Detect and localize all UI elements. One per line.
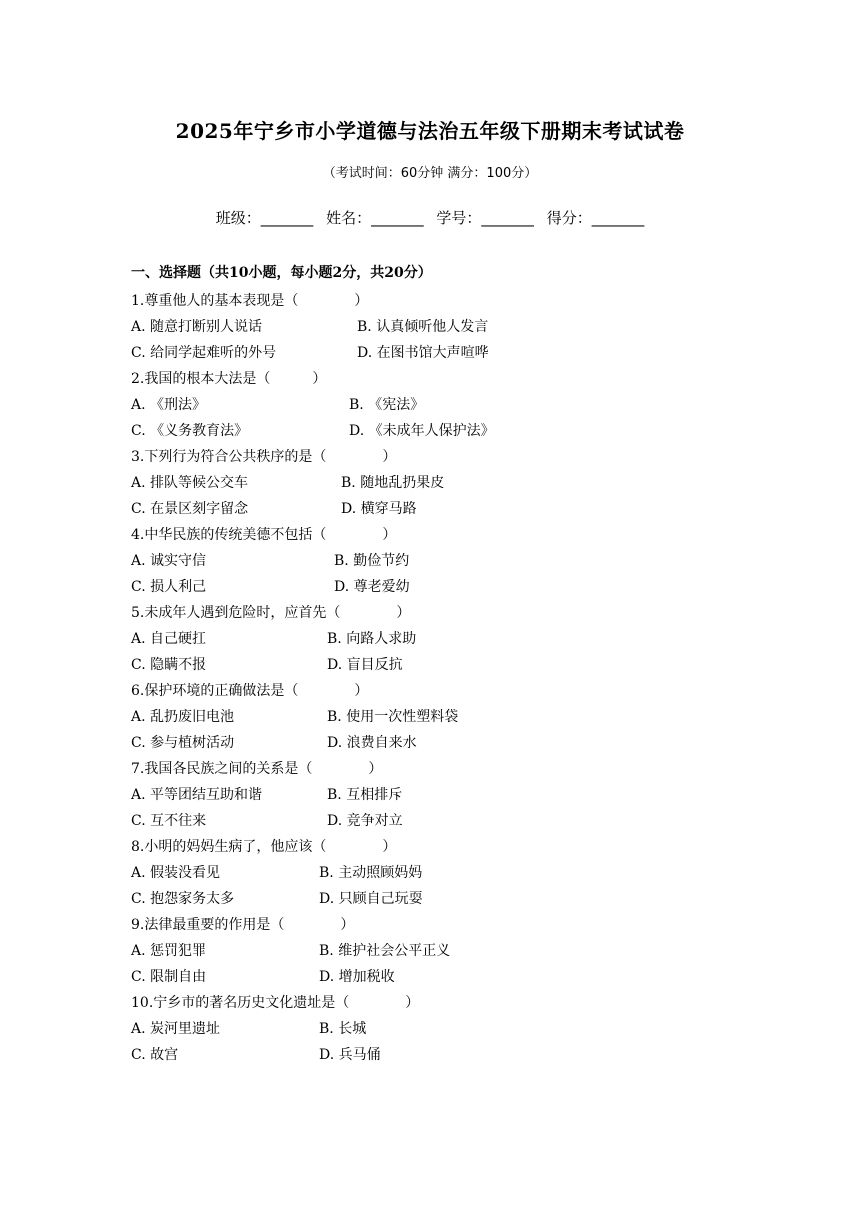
question-stem: 5.未成年人遇到危险时，应首先（ ） [131,605,411,621]
question-stem: 9.法律最重要的作用是（ ） [131,917,355,933]
option-a: A. 随意打断别人说话 [131,319,263,335]
option-b: B. 《宪法》 [349,397,425,413]
option-row [131,964,771,990]
question-stem: 2.我国的根本大法是（ ） [131,371,327,387]
option-b: B. 认真倾听他人发言 [357,319,489,335]
question-stem: 1.尊重他人的基本表现是（ ） [131,293,369,309]
option-row [131,886,771,912]
option-d: D. 横穿马路 [341,501,417,517]
option-row [131,392,771,418]
option-d: D. 兵马俑 [319,1047,381,1063]
option-d: D. 盲目反抗 [327,657,403,673]
option-d: D. 尊老爱幼 [334,579,410,595]
option-row [131,626,771,652]
option-row [131,730,771,756]
option-row [131,1042,771,1068]
question-stem: 7.我国各民族之间的关系是（ ） [131,761,383,777]
option-row [131,314,771,340]
exam-content [131,262,771,1068]
option-a: A. 《刑法》 [131,397,207,413]
option-row [131,470,771,496]
option-c: C. 隐瞒不报 [131,657,207,673]
option-a: A. 排队等候公交车 [131,475,249,491]
question-stem: 3.下列行为符合公共秩序的是（ ） [131,449,397,465]
option-b: B. 使用一次性塑料袋 [327,709,459,725]
option-d: D. 《未成年人保护法》 [349,423,495,439]
question-stem: 6.保护环境的正确做法是（ ） [131,683,369,699]
option-a: A. 乱扔废旧电池 [131,709,235,725]
option-d: D. 只顾自己玩耍 [319,891,423,907]
option-d: D. 竞争对立 [327,813,403,829]
option-row [131,340,771,366]
option-a: A. 自己硬扛 [131,631,207,647]
option-a: A. 假装没看见 [131,865,221,881]
option-b: B. 随地乱扔果皮 [341,475,445,491]
option-c: C. 损人利己 [131,579,207,595]
option-row [131,548,771,574]
option-row [131,652,771,678]
option-row [131,860,771,886]
option-row [131,782,771,808]
option-c: C. 故宫 [131,1047,179,1063]
option-row [131,418,771,444]
exam-subtitle: （考试时间：60分钟 满分：100分） [322,166,538,181]
option-c: C. 《义务教育法》 [131,423,249,439]
question-stem: 10.宁乡市的著名历史文化遗址是（ ） [131,995,420,1011]
option-row [131,496,771,522]
student-id-field: 学号：_______ [436,209,534,227]
option-b: B. 维护社会公平正义 [319,943,451,959]
option-c: C. 互不往来 [131,813,207,829]
question-stem: 8.小明的妈妈生病了，他应该（ ） [131,839,397,855]
exam-title: 2025年宁乡市小学道德与法治五年级下册期末考试试卷 [175,119,685,143]
option-b: B. 长城 [319,1021,367,1037]
option-c: C. 限制自由 [131,969,207,985]
student-info-row [0,207,860,228]
section-heading: 一、选择题（共10小题，每小题2分，共20分） [131,265,432,281]
option-b: B. 向路人求助 [327,631,417,647]
option-d: D. 在图书馆大声喧哗 [357,345,489,361]
option-a: A. 诚实守信 [131,553,207,569]
option-b: B. 主动照顾妈妈 [319,865,423,881]
score-field: 得分：_______ [546,209,645,227]
option-row [131,704,771,730]
option-row [131,574,771,600]
option-d: D. 浪费自来水 [327,735,417,751]
name-field: 姓名：_______ [326,209,424,227]
option-c: C. 参与植树活动 [131,735,235,751]
option-b: B. 勤俭节约 [334,553,410,569]
option-c: C. 给同学起难听的外号 [131,345,277,361]
option-b: B. 互相排斥 [327,787,403,803]
option-row [131,938,771,964]
option-a: A. 惩罚犯罪 [131,943,207,959]
question-stem: 4.中华民族的传统美德不包括（ ） [131,527,397,543]
option-a: A. 炭河里遗址 [131,1021,221,1037]
option-row [131,1016,771,1042]
class-field: 班级：_______ [215,209,314,227]
option-d: D. 增加税收 [319,969,395,985]
option-row [131,808,771,834]
option-a: A. 平等团结互助和谐 [131,787,263,803]
option-c: C. 在景区刻字留念 [131,501,249,517]
option-c: C. 抱怨家务太多 [131,891,235,907]
